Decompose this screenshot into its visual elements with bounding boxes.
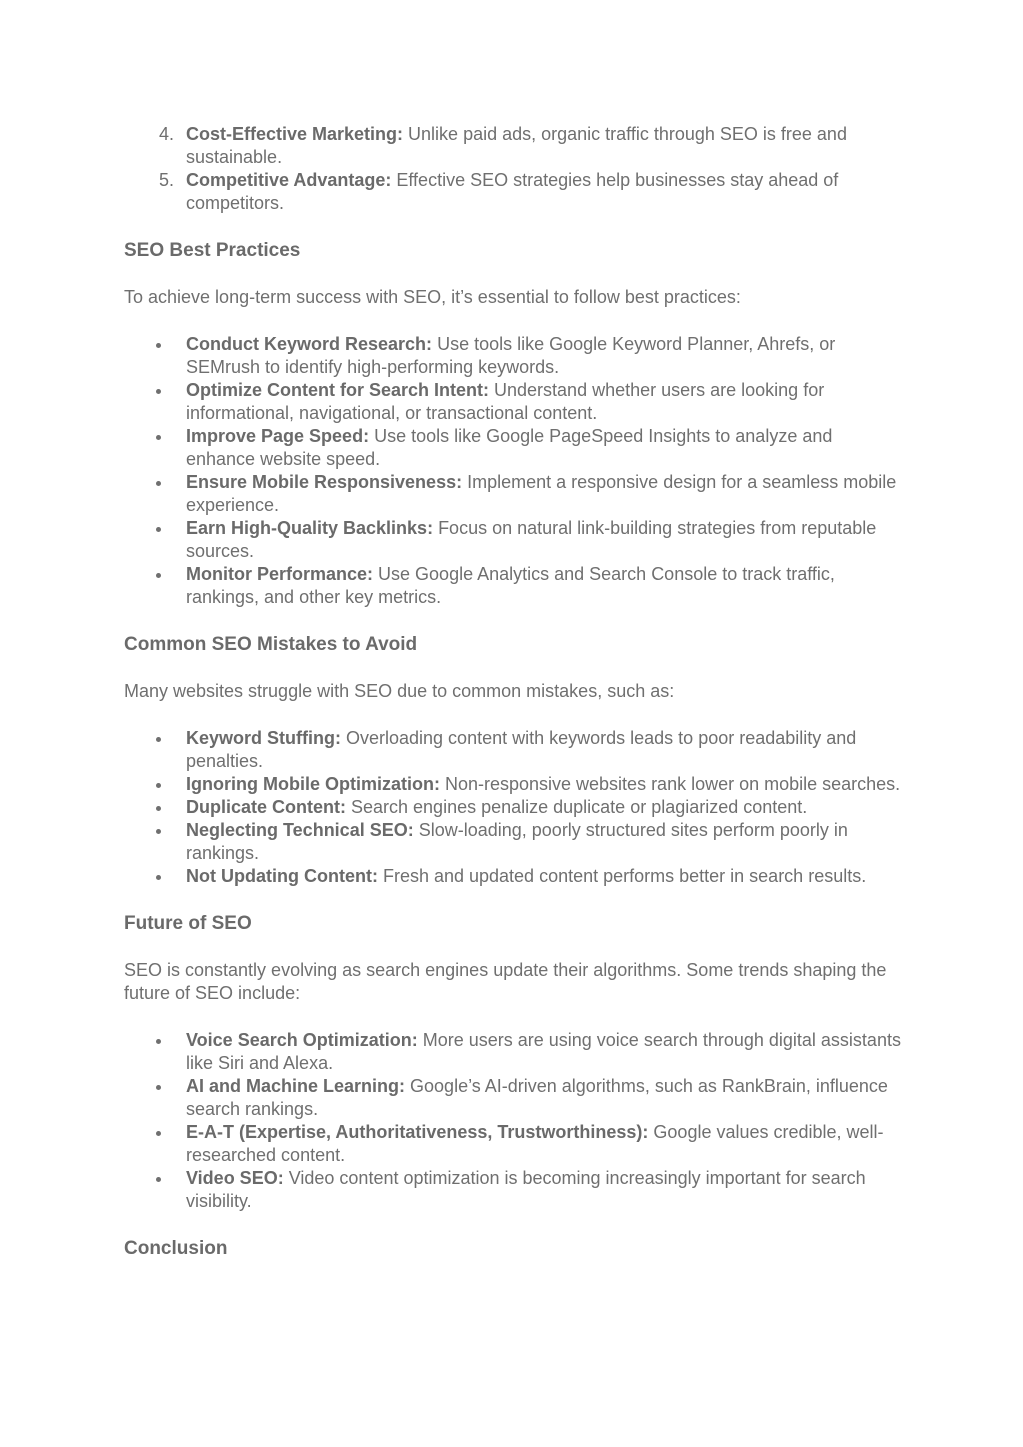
list-item [124,333,904,379]
bullet-icon [156,573,161,578]
section-heading-best-practices: SEO Best Practices [124,240,301,261]
item-text: Video content optimization is becoming increasingly important for search visibility. [186,1168,866,1211]
list-item [124,1029,904,1075]
bullet-icon [156,343,161,348]
item-text: Slow-loading, poorly structured sites perform poorly in rankings. [186,820,848,863]
item-title: Optimize Content for Search Intent: [186,380,490,400]
list-item [124,773,904,796]
item-text: Search engines penalize duplicate or plagiarized content. [346,797,808,817]
item-title: Earn High-Quality Backlinks: [186,518,434,538]
section-heading-future: Future of SEO [124,913,252,934]
section-intro: To achieve long-term success with SEO, it’s essential to follow best practices: [124,287,741,307]
list-item [124,471,904,517]
document-page [124,123,904,1260]
bullet-icon [156,481,161,486]
item-text: Use tools like Google PageSpeed Insights to analyze and enhance website speed. [186,426,833,469]
item-text: Use Google Analytics and Search Console to track traffic, rankings, and other key metrics. [186,564,835,607]
list-item [124,425,904,471]
list-item [124,517,904,563]
item-title: E-A-T (Expertise, Authoritativeness, Trustworthiness): [186,1122,649,1142]
item-text: Understand whether users are looking for informational, navigational, or transactional content. [186,380,825,423]
list-item [124,123,904,169]
bullet-list-future [124,1029,904,1213]
item-title: Improve Page Speed: [186,426,370,446]
item-title: Cost-Effective Marketing: [186,124,404,144]
bullet-icon [156,1039,161,1044]
section-heading-mistakes: Common SEO Mistakes to Avoid [124,634,418,655]
list-item [124,727,904,773]
item-title: Voice Search Optimization: [186,1030,418,1050]
item-title: Video SEO: [186,1168,284,1188]
list-item [124,169,904,215]
item-title: Not Updating Content: [186,866,378,886]
item-text: Google values credible, well-researched content. [186,1122,884,1165]
section-intro: SEO is constantly evolving as search engines update their algorithms. Some trends shaping the future of SEO include: [124,960,887,1003]
item-text: Fresh and updated content performs better in search results. [377,866,867,886]
item-title: AI and Machine Learning: [186,1076,406,1096]
item-title: Keyword Stuffing: [186,728,341,748]
item-title: Competitive Advantage: [186,170,392,190]
list-item [124,865,904,888]
list-number: 4. [158,124,174,144]
list-item [124,796,904,819]
item-title: Neglecting Technical SEO: [186,820,414,840]
list-item [124,1075,904,1121]
bullet-icon [156,435,161,440]
item-text: Overloading content with keywords leads to poor readability and penalties. [186,728,857,771]
numbered-list [124,123,904,215]
item-text: Focus on natural link-building strategies from reputable sources. [186,518,877,561]
item-text: Use tools like Google Keyword Planner, Ahrefs, or SEMrush to identify high-performing keywords. [186,334,836,377]
section-heading-conclusion: Conclusion [124,1238,228,1259]
bullet-icon [156,737,161,742]
item-text: More users are using voice search through digital assistants like Siri and Alexa. [186,1030,901,1073]
item-text: Unlike paid ads, organic traffic through SEO is free and sustainable. [186,124,847,167]
bullet-list-best-practices [124,333,904,609]
item-title: Conduct Keyword Research: [186,334,433,354]
list-item [124,1167,904,1213]
list-item [124,379,904,425]
item-text: Effective SEO strategies help businesses stay ahead of competitors. [186,170,839,213]
item-text: Implement a responsive design for a seamless mobile experience. [186,472,897,515]
list-item [124,1121,904,1167]
item-title: Ensure Mobile Responsiveness: [186,472,463,492]
bullet-icon [156,806,161,811]
section-intro: Many websites struggle with SEO due to common mistakes, such as: [124,681,675,701]
bullet-icon [156,1177,161,1182]
item-title: Duplicate Content: [186,797,346,817]
bullet-icon [156,1131,161,1136]
bullet-icon [156,527,161,532]
item-title: Ignoring Mobile Optimization: [186,774,440,794]
bullet-icon [156,829,161,834]
item-text: Non-responsive websites rank lower on mobile searches. [439,774,901,794]
item-title: Monitor Performance: [186,564,374,584]
bullet-icon [156,783,161,788]
bullet-icon [156,389,161,394]
bullet-list-mistakes [124,727,904,888]
bullet-icon [156,1085,161,1090]
list-item [124,819,904,865]
item-text: Google’s AI-driven algorithms, such as RankBrain, influence search rankings. [186,1076,888,1119]
bullet-icon [156,875,161,880]
list-item [124,563,904,609]
list-number: 5. [158,170,174,190]
